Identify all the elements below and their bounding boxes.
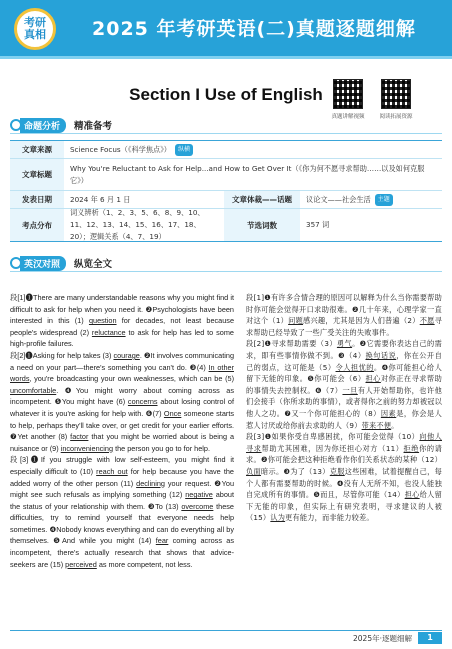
top-banner	[0, 0, 452, 56]
tag-label: 英汉对照	[20, 256, 66, 271]
genre-badge: 主题	[375, 194, 393, 206]
tag-divider	[10, 271, 442, 272]
translation-tag	[10, 256, 112, 270]
english-text	[10, 292, 234, 570]
footer-text: 2025年·逐题细解	[353, 634, 412, 643]
row-header: 文章来源	[10, 141, 64, 158]
page-banner-title: 2025 年考研英语(二)真题逐题细解	[92, 18, 416, 40]
banner-divider	[0, 56, 452, 59]
qr-label: 阅读拓展资源	[379, 114, 413, 120]
row-value: 词义辨析（1、2、3、5、6、8、9、10、11、12、13、14、15、16、17、18、20）；逻辑关系（4、7、19）	[70, 208, 205, 241]
row-header: 考点分布	[10, 209, 64, 241]
logo-line1: 考研	[24, 16, 46, 29]
tag-label: 命题分析	[20, 118, 66, 133]
brand-logo	[14, 8, 56, 50]
logo-line2: 真相	[24, 28, 46, 41]
paragraph: 段[2]❶寻求帮助需要（3）勇气。❷它需要你表达自己的需求，即有些事情你做不到。❸（4）换句话说，你在公开自己的弱点，这可能是（5）令人担忧的。❹你可能担心给人留下无能的印象。❺你可能会（6）担心对你正在寻求帮助的事情失去控制权。❻（7）一旦有人开始帮助你，也许他们会接手（你所求助的事情），或者得你之前的努力却被冠以他人之功。❼又一个你可能担心的（8）因素是，你会是人惹人讨厌或给你前去求助的人（9）带来不便。	[246, 339, 442, 430]
table-row	[10, 209, 442, 241]
paragraph: 段[1]❶There are many understandable reasons why you might find it difficult to ask for help when you need it. ❷Psychologists have been interested in this (1) question for decades, not least because people's widespread (2) reluctance to ask for help has led to some high-profile failures.	[10, 293, 235, 349]
tag-divider	[10, 133, 442, 134]
qr-label: 真题讲解视频	[331, 114, 365, 120]
tag-subtitle: 纵览全文	[74, 259, 113, 270]
tag-subtitle: 精准备考	[74, 121, 113, 132]
paragraph: 段[3]❶如果你受自卑感困扰，你可能会觉得（10）向他人寻求帮助尤其困难，因为你还担心对方（11）拒绝你的请求。❷你可能会把这种拒绝看作你们关系状态的某种（12）负面暗示。❸为了（13）克服这些困难，试着提醒自己，每个人都有需要帮助的时候。❹没有人无所不知，也没人能独自完成所有的事情。❺而且，尽管你可能（14）担心给人留下无能的印象，但实际上有研究表明，寻求建议的人被（15）认为更有能力，而非能力较差。	[246, 432, 443, 523]
row-value: Why You're Reluctant to Ask for Help...and How to Get Over It（《你为何不愿寻求帮助……以及如何克服它》）	[70, 163, 425, 185]
paragraph: 段[1]❶有许多合情合理的原因可以解释为什么当你需要帮助时你可能会觉得开口求助很难。❷几十年来，心理学家一直对这个（1）问题感兴趣，尤其是因为人们普遍（2）不愿寻求帮助已经导致了一些广受关注的失败事件。	[246, 293, 443, 337]
table-row	[10, 141, 442, 159]
row-value: 2024 年 6 月 1 日	[70, 194, 131, 204]
row-value: 议论文——社会生活 主题	[300, 191, 399, 208]
paragraph: 段[3]❶If you struggle with low self-esteem, you might find it especially difficult to (10) reach out for help because you have the added worry of the other person (11) declining your request. ❷You might see such refusals as implying something (12) negative about the status of your relationship with them. ❸To (13) overcome these difficulties, try to remind yourself that everyone needs help sometimes. ❹Nobody knows everything and can do everything all by themselves. ❺And while you might (14) fear coming across as incompetent, there's actually research that shows that advice-seekers are (15) perceived as more competent, not less.	[10, 455, 234, 569]
paragraph: 段[2]❶Asking for help takes (3) courage. ❷It involves communicating a need on your part—there's something you can't do. ❸(4) In other words, you're broadcasting your own weaknesses, which can be (5) uncomfortable. ❹You might worry about coming across as incompetent. ❺You might have (6) concerns about losing control of whatever it is you're asking for help with. ❻(7) Once someone starts to help, perhaps they'll take over, or get credit for your earlier efforts. ❼Yet another (8) factor that you might be worried about is being a nuisance or (9) inconveniencing the person you go to for help.	[10, 350, 235, 453]
table-row	[10, 159, 442, 191]
row-value: Science Focus（《科学焦点》） 纵横	[64, 141, 199, 158]
qr-code-icon[interactable]	[333, 79, 363, 109]
section-title: Section I Use of English	[129, 85, 323, 104]
chinese-text	[246, 292, 442, 524]
row-header: 文章标题	[10, 159, 64, 190]
qr-code-icon[interactable]	[381, 79, 411, 109]
row-value: 357 词	[306, 220, 330, 229]
page-number: 1	[418, 632, 442, 644]
row-header: 发表日期	[10, 191, 64, 208]
analysis-tag	[10, 118, 112, 132]
analysis-table	[10, 140, 442, 242]
page-footer	[10, 630, 442, 644]
source-badge: 纵横	[175, 144, 193, 156]
row-header: 文章体裁——话题	[224, 191, 300, 208]
row-header: 节选词数	[224, 209, 300, 241]
